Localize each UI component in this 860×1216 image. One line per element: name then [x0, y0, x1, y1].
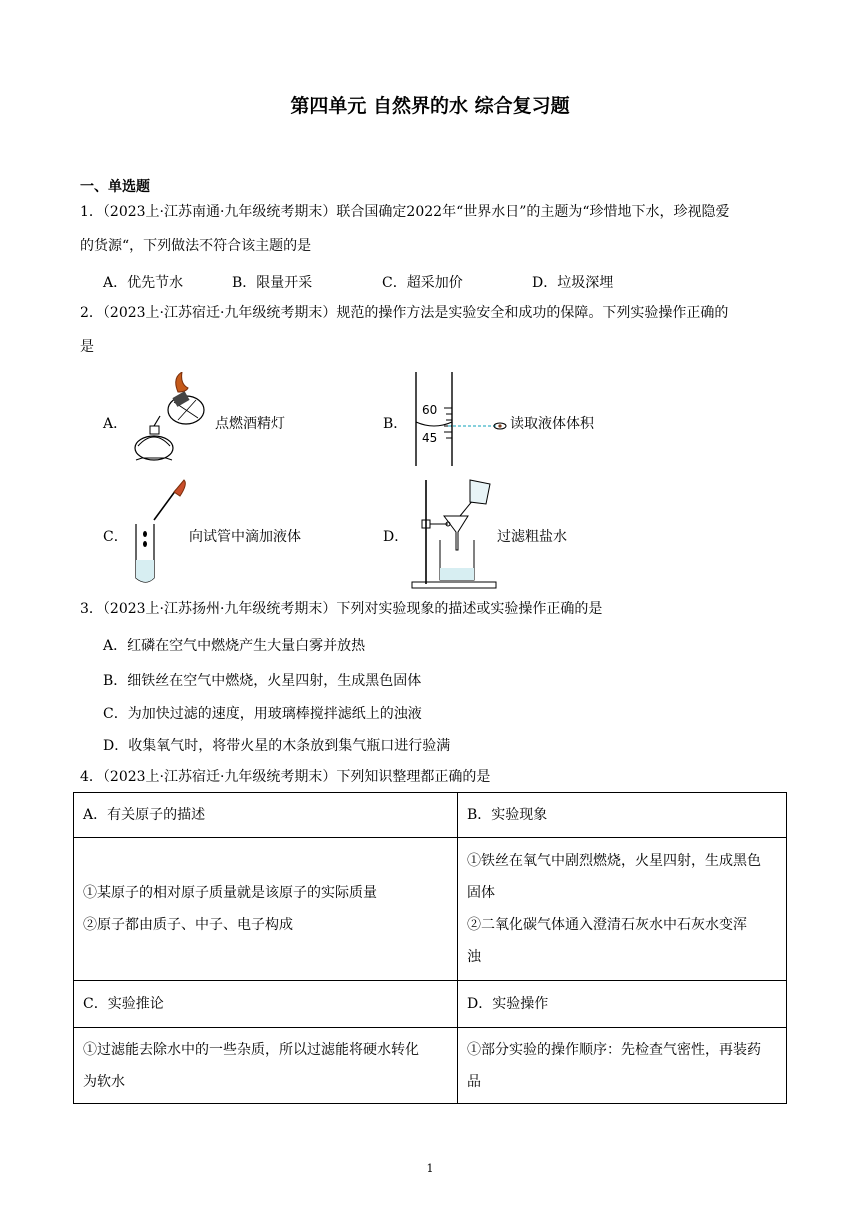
q1-line1: 1．（2023上·江苏南通·九年级统考期末）联合国确定2022年“世界水日”的主题为“珍惜地下水，珍视隐爱 — [80, 204, 730, 220]
table-cell-b-body — [458, 838, 787, 981]
q1-option-b: B．限量开采 — [232, 275, 313, 291]
scale-label-60: 60 — [422, 403, 438, 417]
q1-option-d: D．垃圾深埋 — [532, 275, 614, 291]
q2-option-c-caption: 向试管中滴加液体 — [189, 529, 301, 545]
q2-option-d-caption: 过滤粗盐水 — [497, 529, 567, 545]
q3-option-a: A．红磷在空气中燃烧产生大量白雾并放热 — [103, 638, 366, 654]
table-a-line-2: ②原子都由质子、中子、电子构成 — [83, 917, 293, 933]
section-heading: 一、单选题 — [80, 179, 150, 195]
q2-option-a-letter: A． — [103, 416, 128, 432]
page-title: 第四单元 自然界的水 综合复习题 — [290, 95, 570, 117]
table-b-line-1: ①铁丝在氧气中剧烈燃烧，火星四射，生成黑色 — [467, 853, 761, 869]
q3-line1: 3．（2023上·江苏扬州·九年级统考期末）下列对实验现象的描述或实验操作正确的是 — [80, 601, 603, 617]
alcohol-lamp-illustration — [134, 372, 214, 464]
table-d-line-2: 品 — [467, 1073, 481, 1090]
table-d-line-1: ①部分实验的操作顺序：先检查气密性，再装药 — [467, 1041, 761, 1058]
table-b-line-3: ②二氧化碳气体通入澄清石灰水中石灰水变浑 — [467, 917, 747, 933]
knowledge-table — [73, 792, 787, 1104]
q1-option-a: A．优先节水 — [103, 275, 184, 291]
table-c-line-1: ①过滤能去除水中的一些杂质，所以过滤能将硬水转化 — [83, 1041, 419, 1058]
table-cell-c-head: C．实验推论 — [74, 981, 458, 1028]
page-number: 1 — [426, 1162, 434, 1175]
q4-line1: 4．（2023上·江苏宿迁·九年级统考期末）下列知识整理都正确的是 — [80, 769, 491, 785]
q3-option-d: D．收集氧气时，将带火星的木条放到集气瓶口进行验满 — [103, 738, 451, 754]
table-cell-c-body — [74, 1028, 458, 1104]
table-cell-d-body — [458, 1028, 787, 1104]
table-cell-a-body — [74, 838, 458, 981]
table-b-line-4: 浊 — [467, 949, 481, 965]
q3-option-b: B．细铁丝在空气中燃烧，火星四射，生成黑色固体 — [103, 673, 422, 689]
q2-option-b-caption: 读取液体体积 — [510, 416, 594, 432]
q2-line2: 是 — [80, 339, 94, 355]
q3-option-c: C．为加快过滤的速度，用玻璃棒搅拌滤纸上的浊液 — [103, 706, 422, 722]
q2-option-a-caption: 点燃酒精灯 — [215, 416, 285, 432]
q1-option-c: C．超采加价 — [382, 275, 463, 291]
dropper-test-tube-illustration — [128, 478, 194, 586]
scale-label-45: 45 — [422, 431, 438, 445]
q2-option-b-letter: B． — [383, 416, 408, 432]
table-b-line-2: 固体 — [467, 885, 495, 901]
table-cell-d-head: D．实验操作 — [458, 981, 787, 1028]
table-cell-a-head: A．有关原子的描述 — [74, 793, 458, 838]
q1-line2: 的货源“，下列做法不符合该主题的是 — [80, 238, 312, 254]
filtration-setup-illustration — [404, 476, 500, 590]
q2-line1: 2．（2023上·江苏宿迁·九年级统考期末）规范的操作方法是实验安全和成功的保障。下列实验操作正确的 — [80, 305, 729, 321]
table-c-line-2: 为软水 — [83, 1073, 125, 1090]
table-a-line-1: ①某原子的相对原子质量就是该原子的实际质量 — [83, 885, 377, 901]
q2-option-c-letter: C． — [103, 529, 128, 545]
q2-option-d-letter: D． — [383, 529, 409, 545]
table-cell-b-head: B．实验现象 — [458, 793, 787, 838]
graduated-cylinder-illustration — [404, 370, 512, 468]
